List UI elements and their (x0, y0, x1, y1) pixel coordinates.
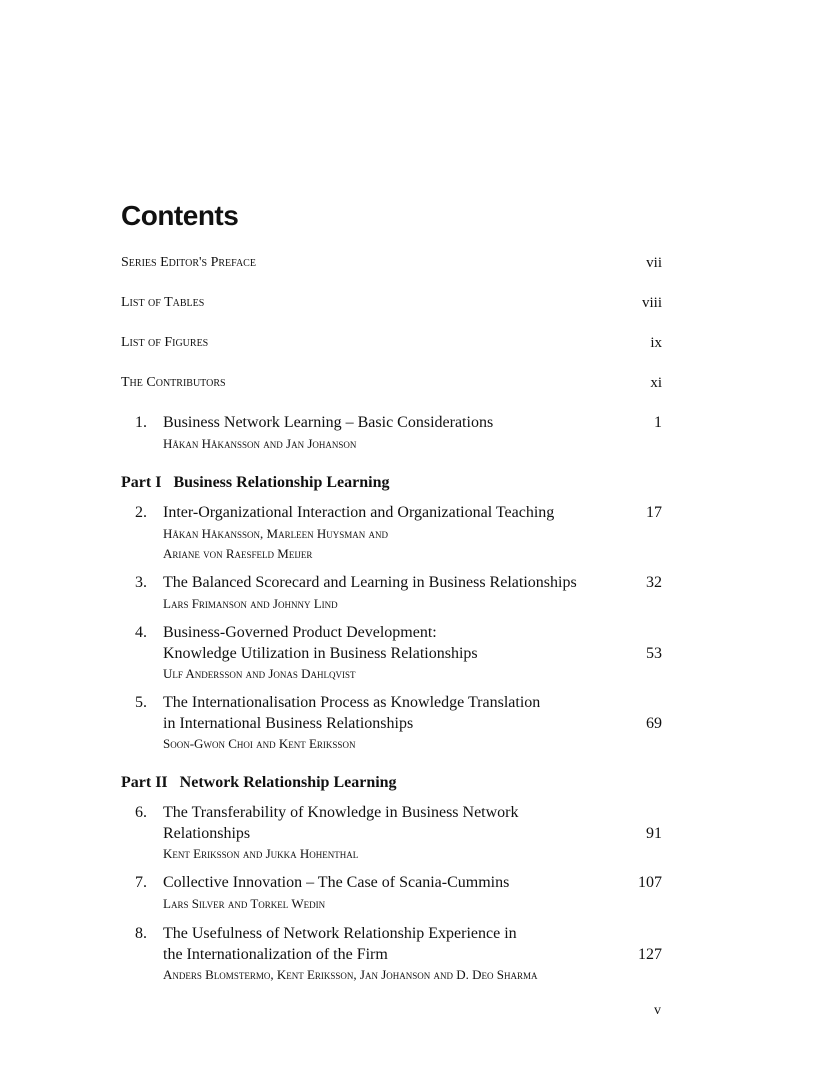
chapter-title-line: The Internationalisation Process as Knowledge Translation (163, 694, 541, 711)
page-number: 32 (646, 574, 662, 591)
chapter-title-line: the Internationalization of the Firm (163, 945, 388, 963)
chapter-authors: Kent Eriksson and Jukka Hohenthal (163, 846, 359, 861)
page-number: 53 (646, 644, 662, 662)
toc-chapter (121, 623, 662, 685)
chapter-title-line: Business Network Learning – Basic Considerations (163, 414, 494, 431)
chapter-authors: Ulf Andersson and Jonas Dahlqvist (163, 666, 356, 681)
page-number: 1 (654, 414, 662, 431)
chapter-authors: Soon-Gwon Choi and Kent Eriksson (163, 736, 356, 751)
chapter-title-line: The Balanced Scorecard and Learning in Business Relationships (163, 574, 577, 591)
toc-entry-figures (121, 335, 662, 351)
chapter-title-line: Business-Governed Product Development: (163, 624, 437, 641)
chapter-authors: Håkan Håkansson, Marleen Huysman and (163, 525, 388, 541)
page-number: viii (641, 295, 662, 311)
chapter-number: 5. (135, 694, 147, 711)
toc-chapter (121, 803, 662, 865)
toc-chapter (121, 693, 662, 755)
page-number: ix (650, 335, 662, 351)
chapter-authors: Lars Frimanson and Johnny Lind (163, 595, 338, 611)
folio-page-number: v (654, 1003, 661, 1018)
chapter-number: 1. (135, 414, 147, 431)
toc-chapter (121, 924, 662, 986)
chapter-title-line: The Transferability of Knowledge in Business Network (163, 804, 519, 821)
entry-label: Series Editor's Preface (121, 255, 256, 270)
part-title: Business Relationship Learning (173, 474, 390, 491)
chapter-number: 7. (135, 874, 147, 891)
chapter-title-line: The Usefulness of Network Relationship Experience in (163, 925, 517, 942)
entry-label: The Contributors (121, 375, 226, 390)
chapter-authors: Lars Silver and Torkel Wedin (163, 895, 326, 911)
page-title: Contents (121, 200, 239, 231)
chapter-authors: Ariane von Raesfeld Meijer (163, 546, 313, 561)
chapter-number: 4. (135, 624, 147, 641)
chapter-title-line: Inter-Organizational Interaction and Organizational Teaching (163, 504, 555, 521)
toc-chapter (121, 573, 662, 614)
chapter-title-line: Knowledge Utilization in Business Relationships (163, 644, 478, 662)
page-number: 17 (646, 504, 662, 521)
part-heading-2 (121, 774, 397, 792)
part-label: Part II (121, 774, 168, 791)
chapter-title-line: in International Business Relationships (163, 714, 414, 732)
chapter-number: 3. (135, 574, 147, 591)
part-label: Part I (121, 474, 162, 491)
page-number: 127 (638, 945, 662, 963)
page-number: vii (646, 255, 662, 271)
part-heading-1 (121, 474, 390, 492)
chapter-number: 2. (135, 504, 147, 521)
toc-entry-tables (121, 295, 662, 311)
page-number: 69 (646, 714, 662, 732)
chapter-title-line: Relationships (163, 824, 251, 842)
entry-label: List of Figures (121, 335, 209, 350)
toc-chapter-1 (121, 413, 662, 454)
chapter-number: 8. (135, 925, 147, 942)
part-title: Network Relationship Learning (179, 774, 397, 791)
toc-entry-preface (121, 255, 662, 271)
toc-chapter (121, 873, 662, 914)
page-number: 91 (646, 824, 662, 842)
chapter-authors: Håkan Håkansson and Jan Johanson (163, 435, 357, 451)
page-number: 107 (638, 874, 662, 891)
entry-label: List of Tables (121, 295, 205, 310)
chapter-number: 6. (135, 804, 147, 821)
chapter-authors: Anders Blomstermo, Kent Eriksson, Jan Johanson and D. Deo Sharma (163, 967, 538, 982)
page-number: xi (650, 375, 662, 391)
toc-entry-contributors (121, 375, 662, 391)
chapter-title-line: Collective Innovation – The Case of Scania-Cummins (163, 874, 510, 891)
toc-chapter (121, 503, 662, 565)
